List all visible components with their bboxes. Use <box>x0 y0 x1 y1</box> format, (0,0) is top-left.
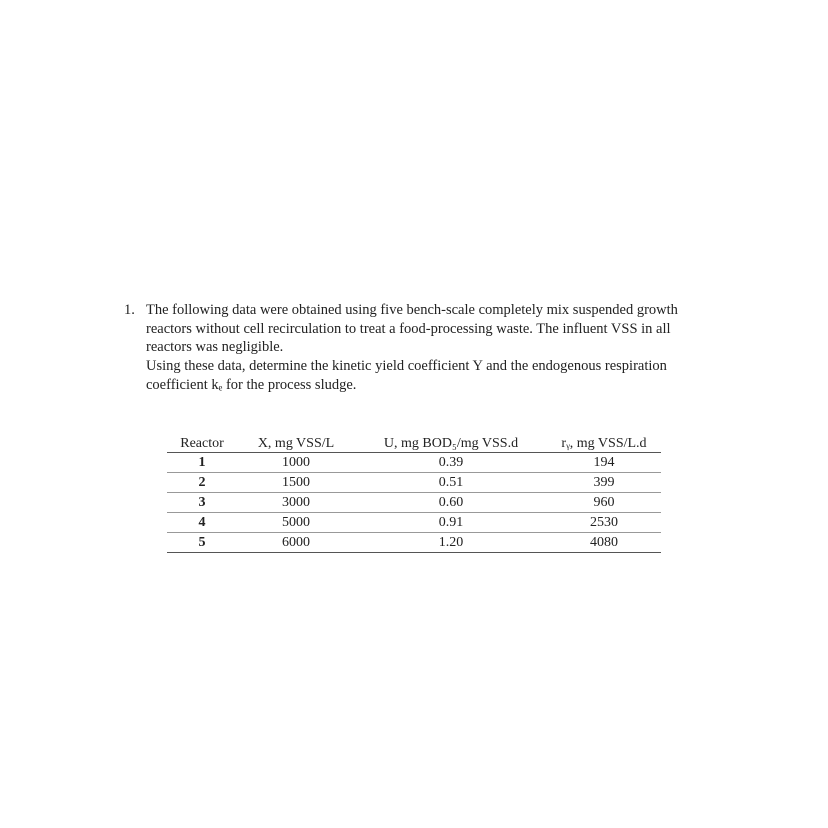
u-value: 1.20 <box>355 533 547 553</box>
x-value: 1000 <box>237 453 355 473</box>
rg-value: 960 <box>547 493 661 513</box>
rg-value: 4080 <box>547 533 661 553</box>
u-value: 0.60 <box>355 493 547 513</box>
x-value: 1500 <box>237 473 355 493</box>
reactor-data-table <box>167 434 661 553</box>
problem-number: 1. <box>124 302 135 318</box>
table-row <box>167 533 661 553</box>
statement-line: reactors was negligible. <box>146 339 284 356</box>
u-value: 0.51 <box>355 473 547 493</box>
table-row <box>167 513 661 533</box>
u-value: 0.91 <box>355 513 547 533</box>
problem-statement <box>146 301 746 395</box>
rg-value: 194 <box>547 453 661 473</box>
rg-value: 399 <box>547 473 661 493</box>
reactor-id: 5 <box>167 533 237 553</box>
reactor-id: 3 <box>167 493 237 513</box>
statement-line: The following data were obtained using five bench-scale completely mix suspended growth <box>146 302 678 318</box>
header-rg: rᵧ, mg VSS/L.d <box>547 434 661 453</box>
reactor-id: 1 <box>167 453 237 473</box>
x-value: 3000 <box>237 493 355 513</box>
reactor-id: 4 <box>167 513 237 533</box>
header-reactor: Reactor <box>167 434 237 453</box>
x-value: 5000 <box>237 513 355 533</box>
u-value: 0.39 <box>355 453 547 473</box>
table-row <box>167 473 661 493</box>
table-row <box>167 453 661 473</box>
statement-line: reactors without cell recirculation to treat a food-processing waste. The influent VSS in all <box>146 320 671 337</box>
rg-value: 2530 <box>547 513 661 533</box>
header-u: U, mg BOD₅/mg VSS.d <box>355 434 547 453</box>
statement-line: Using these data, determine the kinetic yield coefficient Y and the endogenous respiration <box>146 358 667 375</box>
x-value: 6000 <box>237 533 355 553</box>
header-x: X, mg VSS/L <box>237 434 355 453</box>
statement-line: coefficient kₑ for the process sludge. <box>146 376 357 393</box>
table-row <box>167 493 661 513</box>
reactor-id: 2 <box>167 473 237 493</box>
table-header-row <box>167 434 661 453</box>
